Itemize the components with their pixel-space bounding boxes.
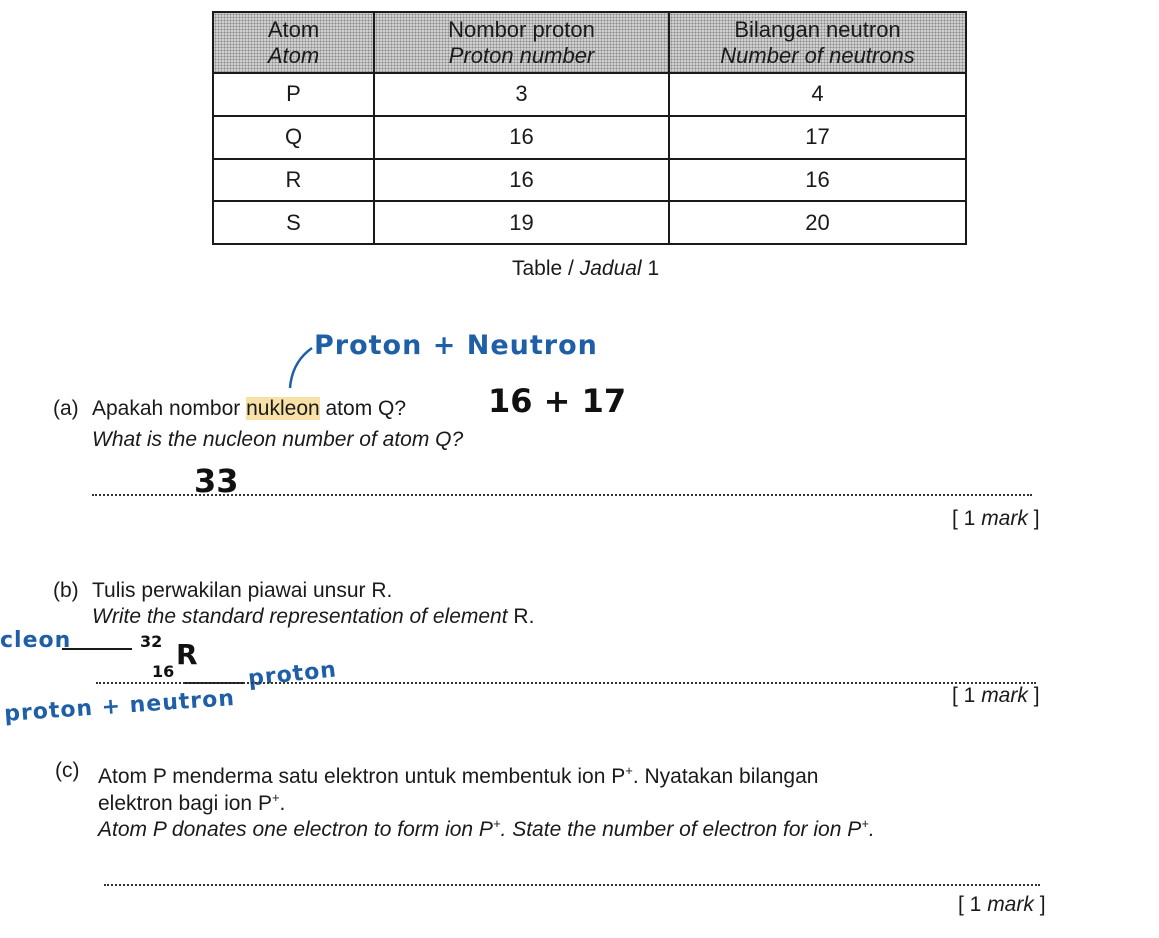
handwritten-proton-neutron-b: proton + neutron: [3, 685, 236, 728]
answer-line-c: [104, 884, 1040, 886]
question-b-label: (b): [53, 579, 79, 602]
handwritten-nucleon-label: cleon: [0, 628, 72, 653]
highlight-nukleon: nukleon: [246, 397, 320, 420]
cell-atom: P: [213, 73, 374, 116]
answer-line-b: [96, 682, 1036, 684]
table-row: [213, 159, 966, 202]
handwritten-nucleon-value: 32: [140, 632, 163, 651]
handwritten-arrow: [282, 344, 322, 394]
data-table: [212, 11, 967, 245]
header-atom: Atom Atom: [213, 12, 374, 73]
question-a-label: (a): [53, 397, 79, 420]
table-row: [213, 116, 966, 159]
header-proton: Nombor proton Proton number: [374, 12, 669, 73]
cell-neutron: 20: [669, 201, 966, 244]
question-b-english: Write the standard representation of element R.: [92, 605, 535, 628]
handwritten-proton-value: 16: [152, 662, 175, 681]
question-c-english: Atom P donates one electron to form ion P+. State the number of electron for ion P+.: [98, 816, 875, 841]
table-row: [213, 73, 966, 116]
cell-proton: 16: [374, 159, 669, 202]
question-c-malay-line2: elektron bagi ion P+.: [98, 790, 286, 815]
table-caption: Table / Jadual 1: [512, 257, 660, 280]
cell-atom: Q: [213, 116, 374, 159]
question-a-english: What is the nucleon number of atom Q?: [92, 428, 464, 451]
question-a-malay: Apakah nombor nukleon atom Q?: [92, 397, 407, 420]
cell-neutron: 16: [669, 159, 966, 202]
header-neutron: Bilangan neutron Number of neutrons: [669, 12, 966, 73]
cell-neutron: 4: [669, 73, 966, 116]
question-c-label: (c): [55, 759, 80, 782]
handwritten-pointer-line: [62, 648, 132, 650]
table-row: [213, 201, 966, 244]
cell-neutron: 17: [669, 116, 966, 159]
mark-b: [ 1 mark ]: [952, 684, 1040, 707]
cell-atom: S: [213, 201, 374, 244]
answer-line-a: [92, 494, 1032, 496]
question-c-malay-line1: Atom P menderma satu elektron untuk membentuk ion P+. Nyatakan bilangan: [98, 763, 819, 788]
table-header-row: [213, 12, 966, 73]
cell-proton: 3: [374, 73, 669, 116]
handwritten-answer-a: 33: [194, 462, 239, 500]
handwritten-proton-label: proton: [246, 657, 339, 692]
handwritten-sum: 16 + 17: [488, 382, 627, 420]
cell-proton: 19: [374, 201, 669, 244]
handwritten-element: R: [176, 638, 198, 671]
mark-c: [ 1 mark ]: [958, 893, 1046, 916]
question-b-malay: Tulis perwakilan piawai unsur R.: [92, 579, 393, 602]
cell-proton: 16: [374, 116, 669, 159]
handwritten-proton-neutron: Proton + Neutron: [314, 330, 598, 361]
cell-atom: R: [213, 159, 374, 202]
mark-a: [ 1 mark ]: [952, 507, 1040, 530]
